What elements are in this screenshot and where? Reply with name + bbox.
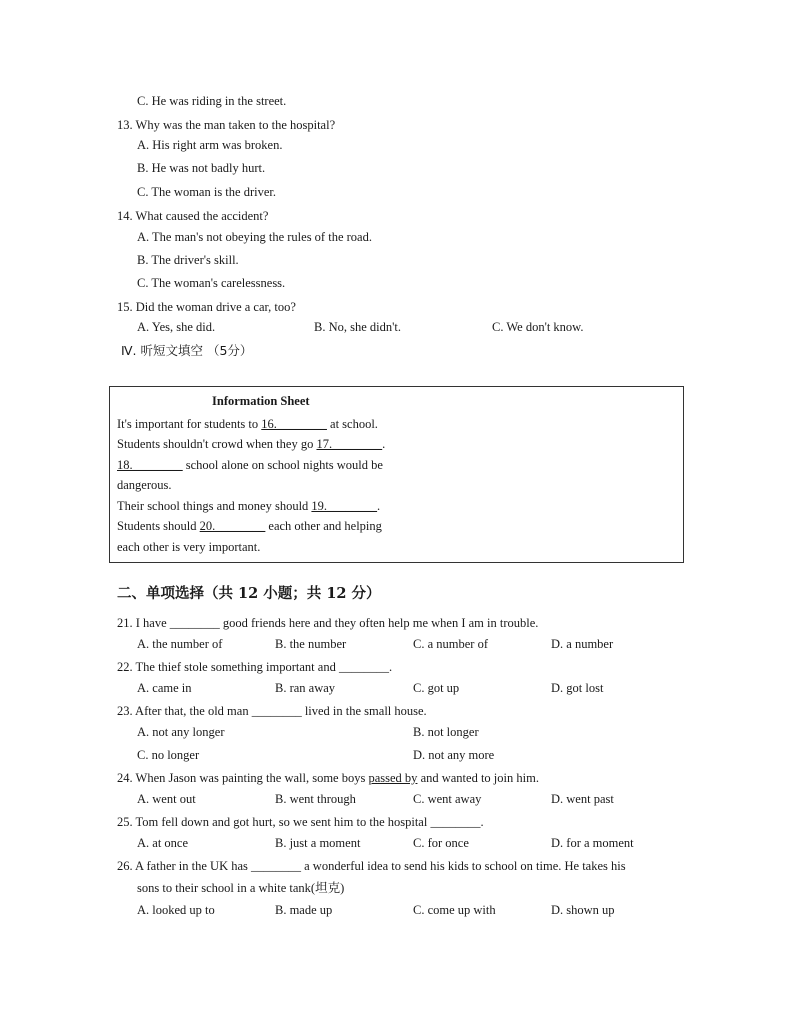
q22-option-c: C. got up (413, 681, 460, 695)
q26-option-d: D. shown up (551, 903, 615, 917)
q13-option-c: C. The woman is the driver. (137, 185, 276, 199)
q24-option-a: A. went out (137, 792, 196, 806)
information-sheet-title: Information Sheet (212, 394, 310, 408)
q23-stem: 23. After that, the old man ________ lived in the small house. (117, 704, 427, 718)
q26-stem-line-2: sons to their school in a white tank(坦克) (137, 881, 345, 895)
q25-option-a: A. at once (137, 836, 189, 850)
blank-18[interactable]: 18.________ (117, 458, 183, 472)
q25-option-d: D. for a moment (551, 836, 634, 850)
sheet-line-6-end: each other and helping (265, 519, 382, 533)
q15-option-b: B. No, she didn't. (314, 320, 401, 334)
section2-heading: 二、单项选择（共 12 小题；共 12 分） (117, 585, 381, 602)
q15-option-c: C. We don't know. (492, 320, 584, 334)
sheet-line-2 (117, 436, 385, 452)
sheet-line-3-end: school alone on school nights would be (182, 458, 383, 472)
q22-option-b: B. ran away (275, 681, 336, 695)
q24-underlined-phrase: passed by (368, 771, 418, 785)
q21-option-d: D. a number (551, 637, 614, 651)
sheet-line-6 (117, 518, 382, 534)
q22-stem: 22. The thief stole something important and ________. (117, 660, 393, 674)
blank-16[interactable]: 16.________ (261, 417, 327, 431)
sheet-line-1 (117, 416, 378, 432)
q24-option-d: D. went past (551, 792, 614, 806)
q23-option-d: D. not any more (413, 748, 495, 762)
q26-stem: 26. A father in the UK has ________ a wonderful idea to send his kids to school on time. He takes his (117, 859, 626, 873)
q21-stem: 21. I have ________ good friends here and they often help me when I am in trouble. (117, 616, 539, 630)
q13-stem: 13. Why was the man taken to the hospital? (117, 118, 336, 132)
q23-option-a: A. not any longer (137, 725, 225, 739)
q24-option-c: C. went away (413, 792, 482, 806)
q24-stem-end: and wanted to join him. (417, 771, 539, 785)
q21-option-c: C. a number of (413, 637, 488, 651)
q23-option-b: B. not longer (413, 725, 479, 739)
q23-option-c: C. no longer (137, 748, 200, 762)
q14-option-c: C. The woman's carelessness. (137, 276, 286, 290)
sheet-line-2-end: . (382, 437, 386, 451)
sheet-line-1-end: at school. (326, 417, 378, 431)
sheet-line-5-end: . (377, 499, 381, 513)
q13-option-a: A. His right arm was broken. (137, 138, 283, 152)
q22-option-d: D. got lost (551, 681, 604, 695)
sheet-line-2-text: Students shouldn't crowd when they go (117, 437, 317, 451)
q13-option-b: B. He was not badly hurt. (137, 161, 266, 175)
q24-stem-text: 24. When Jason was painting the wall, some boys (117, 771, 369, 785)
blank-17[interactable]: 17.________ (316, 437, 383, 451)
q24-stem (117, 770, 539, 786)
blank-19[interactable]: 19.________ (311, 499, 378, 513)
q22-option-a: A. came in (137, 681, 192, 695)
q26-option-c: C. come up with (413, 903, 496, 917)
blank-20[interactable]: 20.________ (199, 519, 266, 533)
q26-option-a: A. looked up to (137, 903, 215, 917)
q12-option-c: C. He was riding in the street. (137, 94, 287, 108)
q25-option-b: B. just a moment (275, 836, 361, 850)
q21-option-b: B. the number (275, 637, 347, 651)
q26-option-b: B. made up (275, 903, 333, 917)
q15-stem: 15. Did the woman drive a car, too? (117, 300, 296, 314)
q14-option-a: A. The man's not obeying the rules of the road. (137, 230, 372, 244)
sheet-line-1-text: It's important for students to (117, 417, 262, 431)
q14-option-b: B. The driver's skill. (137, 253, 239, 267)
q15-option-a: A. Yes, she did. (137, 320, 216, 334)
sheet-line-5 (117, 498, 380, 514)
q25-stem: 25. Tom fell down and got hurt, so we sent him to the hospital ________. (117, 815, 484, 829)
sheet-line-7: each other is very important. (117, 540, 261, 554)
q14-stem: 14. What caused the accident? (117, 209, 269, 223)
sheet-line-6-text: Students should (117, 519, 200, 533)
sheet-line-3 (117, 457, 383, 473)
sheet-line-4: dangerous. (117, 478, 172, 492)
sheet-line-5-text: Their school things and money should (117, 499, 312, 513)
q21-option-a: A. the number of (137, 637, 223, 651)
part4-heading: Ⅳ. 听短文填空 （5分） (121, 343, 253, 358)
information-sheet-box (109, 386, 684, 563)
q25-option-c: C. for once (413, 836, 469, 850)
q24-option-b: B. went through (275, 792, 356, 806)
